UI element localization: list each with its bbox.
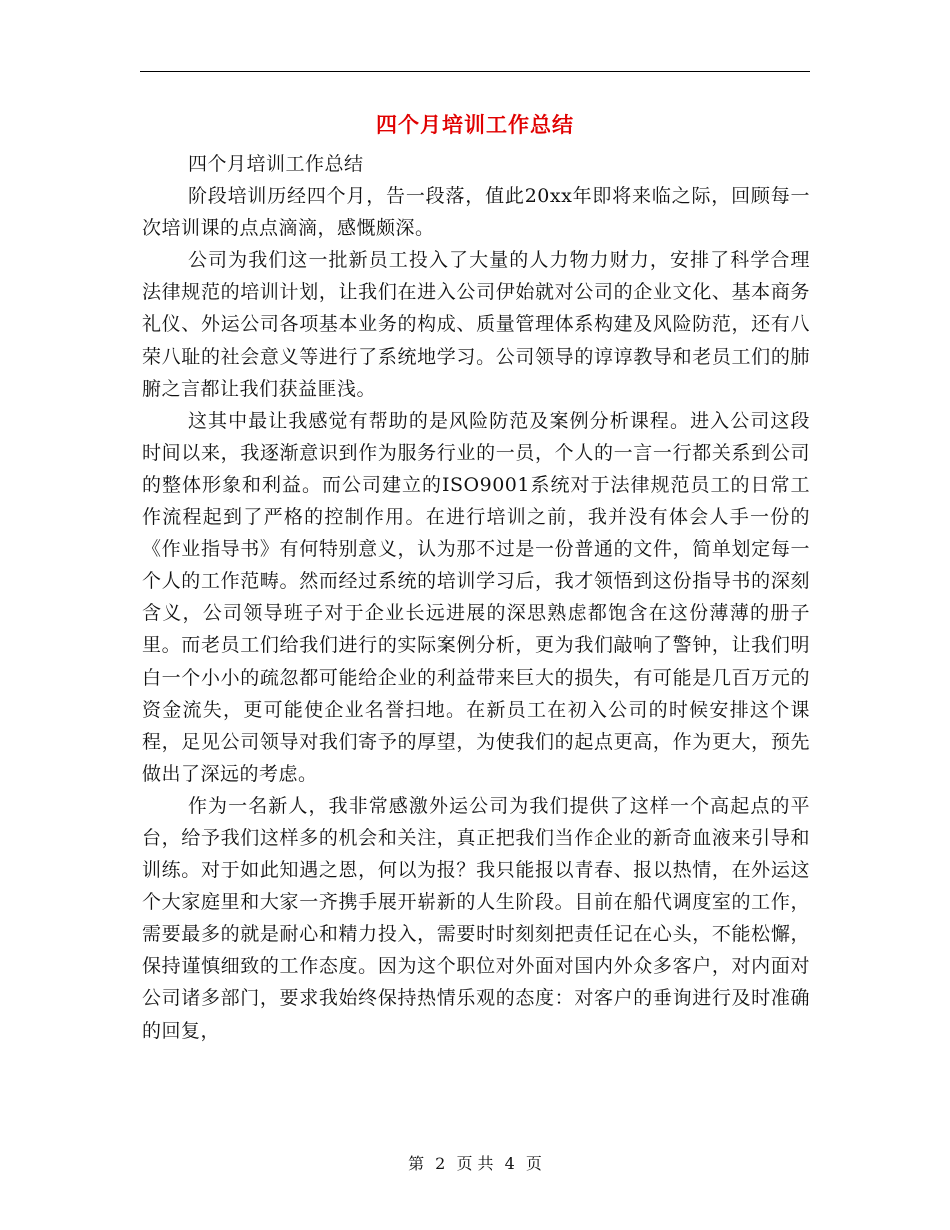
- footer-middle: 页 共: [456, 1154, 494, 1173]
- paragraph: 阶段培训历经四个月，告一段落，值此20xx年即将来临之际，回顾每一次培训课的点点滴滴，感慨颇深。: [142, 185, 810, 240]
- document-title: 四个月培训工作总结: [376, 112, 574, 137]
- paragraph: 四个月培训工作总结: [187, 153, 364, 175]
- paragraph: 作为一名新人，我非常感激外运公司为我们提供了这样一个高起点的平台，给予我们这样多的机会和关注，真正把我们当作企业的新奇血液来引导和训练。对于如此知遇之恩，何以为报？我只能报以青春、报以热情，在外运这个大家庭里和大家一齐携手展开崭新的人生阶段。目前在船代调度室的工作，需要最多的就是耐心和精力投入，需要时时刻刻把责任记在心头，不能松懈，保持谨慎细致的工作态度。因为这个职位对外面对国内外众多客户，对内面对公司诸多部门，要求我始终保持热情乐观的态度：对客户的垂询进行及时准确的回复，: [142, 794, 810, 1042]
- page-footer: [0, 1152, 950, 1176]
- footer-total-pages: 4: [504, 1154, 515, 1173]
- footer-suffix: 页: [525, 1154, 542, 1173]
- footer-page-number: 2: [435, 1154, 446, 1173]
- header-rule: [140, 71, 810, 72]
- footer-prefix: 第: [408, 1154, 425, 1173]
- paragraph: 公司为我们这一批新员工投入了大量的人力物力财力，安排了科学合理法律规范的培训计划，让我们在进入公司伊始就对公司的企业文化、基本商务礼仪、外运公司各项基本业务的构成、质量管理体系构建及风险防范，还有八荣八耻的社会意义等进行了系统地学习。公司领导的谆谆教导和老员工们的肺腑之言都让我们获益匪浅。: [142, 249, 810, 400]
- paragraph: 这其中最让我感觉有帮助的是风险防范及案例分析课程。进入公司这段时间以来，我逐渐意识到作为服务行业的一员，个人的一言一行都关系到公司的整体形象和利益。而公司建立的ISO9001系统对于法律规范员工的日常工作流程起到了严格的控制作用。在进行培训之前，我并没有体会人手一份的《作业指导书》有何特别意义，认为那不过是一份普通的文件，简单划定每一个人的工作范畴。然而经过系统的培训学习后，我才领悟到这份指导书的深刻含义，公司领导班子对于企业长远进展的深思熟虑都饱含在这份薄薄的册子里。而老员工们给我们进行的实际案例分析，更为我们敲响了警钟，让我们明白一个小小的疏忽都可能给企业的利益带来巨大的损失，有可能是几百万元的资金流失，更可能使企业名誉扫地。在新员工在初入公司的时候安排这个课程，足见公司领导对我们寄予的厚望，为使我们的起点更高，作为更大，预先做出了深远的考虑。: [142, 409, 810, 785]
- document-body: [142, 148, 810, 1047]
